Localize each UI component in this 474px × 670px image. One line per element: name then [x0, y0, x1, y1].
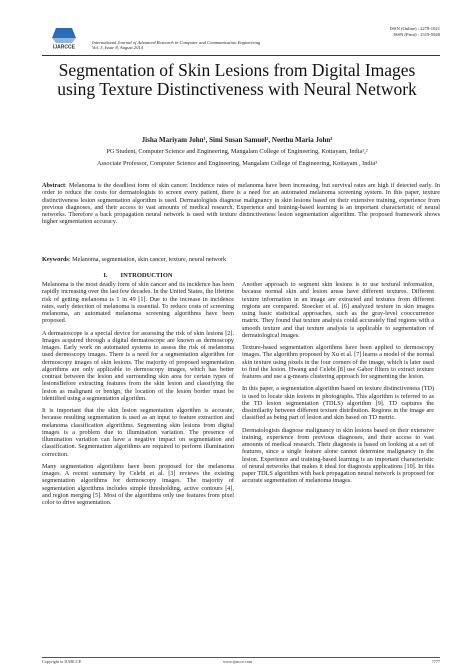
- journal-header: [42, 22, 440, 54]
- paragraph: Many segmentation algorithms have been proposed for the melanoma images. A recent summary by Celebi et al. [3] reviews the existing segmentation algorithms for dermoscopy images. The majority of segmentation algorithms includes simple thresholding, active contours [4], and region merging [5]. Most of the algorithms only use features from pixel color to drive segmentation.: [42, 462, 234, 506]
- affiliation-2: Associate Professor, Computer Science and Engineering, Mangalam College of Engineering, Kottayam , India³: [96, 160, 378, 167]
- paragraph: In this paper, a segmentation algorithm based on texture distinctiveness (TD) is used to locate skin lesions in photographs. This algorithm is referred to as the TD lesion segmentation (TDLS) algorithm [9]. TD captures the dissimilarity between different texture distribution. Regions in the image are classified as being part of lesion and skin based on TD metric.: [242, 385, 434, 422]
- paragraph: Melanoma is the most deadly form of skin cancer and its incidence has been rapidly increasing over the last few decades. In the United States, the lifetime risk of getting melanoma is 1 in 49 [1]. Due to the increase in incidence rates, early detection of melanoma is essential. To reduce costs of screening melanoma, an automated melanoma screening algorithms have been proposed.: [42, 281, 234, 325]
- issn-block: [390, 26, 440, 37]
- left-column: [42, 281, 234, 511]
- journal-logo: [42, 26, 86, 50]
- keywords: [42, 256, 440, 263]
- affiliation-1: PG Student, Computer Science and Engineering, Mangalam College of Engineering, Kottayam, India¹,²: [106, 148, 368, 155]
- journal-info: [92, 40, 260, 51]
- section-heading-introduction: I. INTRODUCTION: [103, 272, 173, 279]
- keywords-text: : Melanoma, segmentation, skin cancer, texture, neural network: [68, 256, 227, 263]
- abstract: [42, 182, 440, 226]
- footer-url: www.ijarcce.com: [223, 659, 253, 664]
- issn-print: ISSN (Print) : 2319-5940: [393, 31, 440, 37]
- paragraph: Another approach to segment skin lesions is to use textural information, because normal skin and lesion areas have different textures. Different texture information in an image are extracted and textures from different regions are compared. Stoecker et al. [6] analyzed texture in skin images using basic statistical approaches, such as the gray-level cooccurrence matrix. They found that texture analysis could accurately find regions with a smooth texture and that texture analysis is applicable to segmentation of dermatological images.: [242, 281, 434, 339]
- journal-name: International Journal of Advanced Research in Computer and Communication Engineering: [92, 40, 261, 45]
- paragraph: It is important that the skin lesion segmentation algorithm is accurate, because resulting segmentation is used as an input to feature extraction and melanoma classification algorithms. Segmenting skin lesions from digital images is a problem due to illumination variation. The presence of illumination variation can have a negative impact on segmentation and classification. Segmentation algorithms are required to perform illumination correction.: [42, 407, 234, 458]
- logo-text: IJARCCE: [53, 44, 75, 50]
- footer-divider: [42, 657, 440, 658]
- keywords-label: Keywords: [42, 256, 69, 263]
- paragraph: A dermatoscope is a special device for assessing the risk of skin lesions [2]. Images acquired through a digital dermatoscope are known as dermoscopy images. Early work on automated systems to assess the risk of melanoma used dermoscopy images. There is a need for a segmentation algorithm for dermoscopy images of skin lesions. The majority of proposed segmentation algorithms are only applicable to dermoscopy images, which has better contrast between the lesion and surrounding skin area for certain types of lesionsBefore extracting features from the skin lesion and classifying the lesion as malignant or benign, the location of the lesion border must be identified using a segmentation algorithm.: [42, 329, 234, 402]
- abstract-label: Abstract: [42, 182, 66, 189]
- paragraph: Texture-based segmentation algorithms have been applied to dermoscopy images. The algorithm proposed by Xu et al. [7] learns a model of the normal skin texture using pixels in the four corners of the image, which is later used to find the lesion. Hwang and Celebi [8] use Gabor filters to extract texture features and use a g-means clustering approach for segmenting the lesion.: [242, 344, 434, 380]
- footer-copyright: Copyright to IJARCCE: [42, 659, 82, 664]
- header-divider: [42, 55, 440, 56]
- right-column: [242, 281, 434, 490]
- paragraph: Dermatologists diagnose malignancy in skin lesions based on their extensive training, experience from previous diagnoses, and their access to vast amounts of medical research. Their diagnosis is based on looking at a set of features, since a single feature alone cannot determine malignancy in the lesion. Experience and training-based learning is an important characteristic of neural networks that makes it ideal for diagnosis applications [10]. In this paper TDLS algorithm with back propagation neural network is proposed for accurate segmentation of melanoma images.: [242, 426, 434, 485]
- abstract-text: : Melanoma is the deadliest form of skin cancer. Incidence rates of melanoma have been increasing, but survival rates are high if detected early. In order to reduce the costs for dermatologists to screen every patient, there is a need for an automated melanoma screening system. In this paper, texture distinctiveness lesion segmentation algorithm is used. Dermatologists diagnose malignancy in skin lesions based on their extensive training, experience from previous diagnoses, and their access to vast amounts of medical research. Experience and training-based learning is an important characteristic of neural networks. Therefore a back propagation neural network is used with texture distinctiveness lesion segmentation algorithm. The proposed framework shows higher segmentation accuracy.: [42, 182, 440, 226]
- footer-page-number: 7777: [431, 659, 440, 664]
- author-list: Jisha Mariyam John¹, Simi Susan Samuel², Neethu Maria John³: [141, 136, 333, 144]
- issn-online: ISSN (Online) : 2278-1021: [389, 26, 440, 31]
- journal-volume: Vol. 3, Issue 8, August 2014: [92, 45, 143, 51]
- paper-title: Segmentation of Skin Lesions from Digital Images using Texture Distinctiveness with Neural Network: [57, 60, 417, 99]
